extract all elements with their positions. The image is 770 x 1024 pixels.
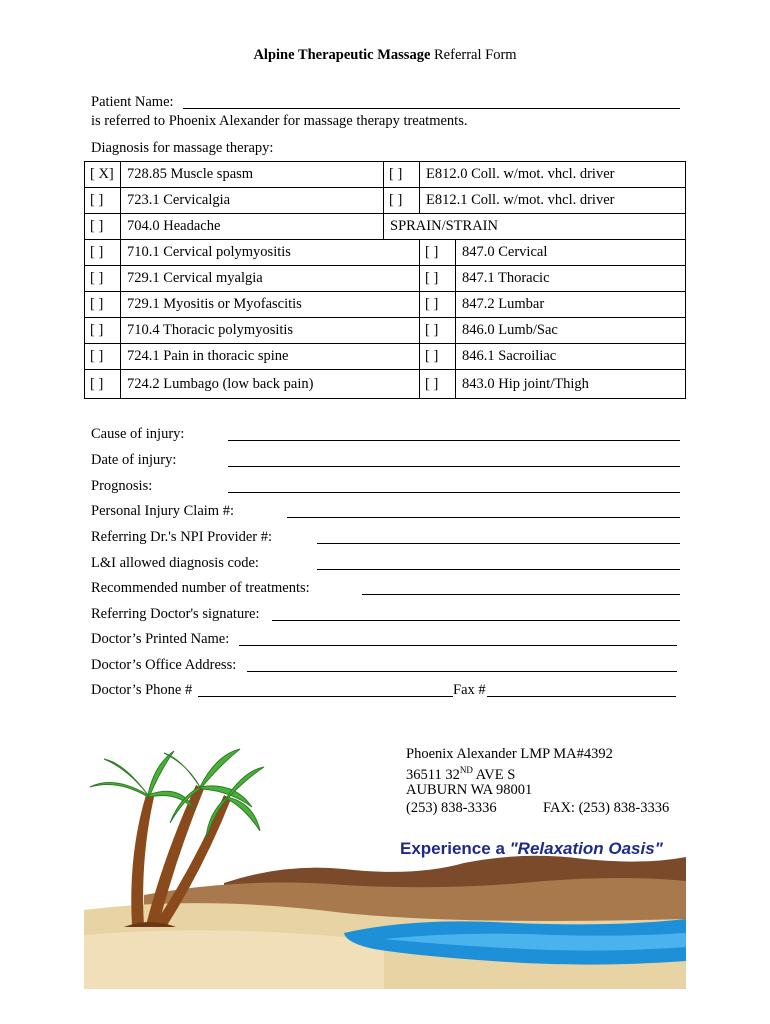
diagnosis-label: 704.0 Headache	[121, 214, 384, 240]
oasis-illustration	[84, 735, 686, 989]
cause-field[interactable]	[228, 439, 680, 441]
cause-label: Cause of injury:	[91, 426, 185, 442]
checkbox[interactable]: [ X]	[85, 162, 121, 188]
checkbox[interactable]: [ ]	[384, 162, 420, 188]
contact-fax: FAX: (253) 838-3336	[543, 800, 670, 816]
diagnosis-label: 846.1 Sacroiliac	[456, 344, 686, 370]
checkbox[interactable]: [ ]	[85, 266, 121, 292]
patient-name-row	[91, 94, 174, 111]
table-row	[85, 292, 686, 318]
tagline-prefix: Experience a	[400, 839, 510, 858]
diagnosis-label: 847.2 Lumbar	[456, 292, 686, 318]
checkbox[interactable]: [ ]	[85, 188, 121, 214]
checkbox[interactable]: [ ]	[420, 370, 456, 399]
street-number: 36511 32	[406, 766, 460, 783]
table-row	[85, 344, 686, 370]
printed-name-field[interactable]	[239, 644, 677, 646]
claim-field[interactable]	[287, 516, 680, 518]
phone-label: Doctor’s Phone #	[91, 682, 193, 698]
tagline-quoted: "Relaxation Oasis"	[509, 839, 663, 858]
office-address-field[interactable]	[247, 670, 677, 672]
table-row	[85, 318, 686, 344]
treatments-label: Recommended number of treatments:	[91, 580, 310, 596]
checkbox[interactable]: [ ]	[384, 188, 420, 214]
signature-field[interactable]	[272, 619, 680, 621]
diagnosis-label: 728.85 Muscle spasm	[121, 162, 384, 188]
diagnosis-label: 847.1 Thoracic	[456, 266, 686, 292]
diagnosis-heading: Diagnosis for massage therapy:	[91, 140, 274, 156]
fax-field[interactable]	[487, 695, 676, 697]
checkbox[interactable]: [ ]	[420, 292, 456, 318]
contact-city: AUBURN WA 98001	[406, 782, 533, 798]
fax-label: Fax #	[453, 682, 486, 698]
diagnosis-label: 847.0 Cervical	[456, 240, 686, 266]
tagline	[400, 839, 663, 859]
diagnosis-label: E812.1 Coll. w/mot. vhcl. driver	[420, 188, 686, 214]
date-label: Date of injury:	[91, 452, 177, 468]
checkbox[interactable]: [ ]	[420, 344, 456, 370]
li-label: L&I allowed diagnosis code:	[91, 555, 259, 571]
checkbox[interactable]: [ ]	[85, 292, 121, 318]
form-title-rest: Referral Form	[430, 47, 517, 63]
checkbox[interactable]: [ ]	[420, 240, 456, 266]
diagnosis-label: 846.0 Lumb/Sac	[456, 318, 686, 344]
diagnosis-label: 710.4 Thoracic polymyositis	[121, 318, 420, 344]
li-field[interactable]	[317, 568, 680, 570]
form-title	[0, 47, 770, 64]
prognosis-field[interactable]	[228, 491, 680, 493]
brand-name: Alpine Therapeutic Massage	[253, 47, 431, 63]
diagnosis-label: 724.1 Pain in thoracic spine	[121, 344, 420, 370]
checkbox[interactable]: [ ]	[85, 214, 121, 240]
patient-name-field[interactable]	[183, 107, 680, 109]
referred-text: is referred to Phoenix Alexander for massage therapy treatments.	[91, 113, 468, 129]
npi-field[interactable]	[317, 542, 680, 544]
table-row	[85, 370, 686, 399]
office-address-label: Doctor’s Office Address:	[91, 657, 237, 673]
table-row	[85, 240, 686, 266]
checkbox[interactable]: [ ]	[85, 370, 121, 399]
treatments-field[interactable]	[362, 593, 680, 595]
contact-name: Phoenix Alexander LMP MA#4392	[406, 746, 613, 762]
contact-phone: (253) 838-3336	[406, 800, 497, 816]
diagnosis-label: 724.2 Lumbago (low back pain)	[121, 370, 420, 399]
diagnosis-label: 729.1 Myositis or Myofascitis	[121, 292, 420, 318]
checkbox[interactable]: [ ]	[85, 344, 121, 370]
checkbox[interactable]: [ ]	[420, 266, 456, 292]
printed-name-label: Doctor’s Printed Name:	[91, 631, 230, 647]
diagnosis-label: 843.0 Hip joint/Thigh	[456, 370, 686, 399]
table-row	[85, 266, 686, 292]
contact-street	[406, 765, 515, 784]
diagnosis-label: 729.1 Cervical myalgia	[121, 266, 420, 292]
diagnosis-table	[84, 161, 686, 399]
diagnosis-label: 723.1 Cervicalgia	[121, 188, 384, 214]
claim-label: Personal Injury Claim #:	[91, 503, 234, 519]
prognosis-label: Prognosis:	[91, 478, 153, 494]
table-row	[85, 162, 686, 188]
patient-name-label: Patient Name:	[91, 94, 174, 110]
table-row	[85, 214, 686, 240]
npi-label: Referring Dr.'s NPI Provider #:	[91, 529, 273, 545]
phone-field[interactable]	[198, 695, 453, 697]
table-row	[85, 188, 686, 214]
street-rest: AVE S	[472, 766, 516, 783]
street-suffix: ND	[459, 765, 473, 775]
checkbox[interactable]: [ ]	[85, 240, 121, 266]
signature-label: Referring Doctor's signature:	[91, 606, 260, 622]
date-field[interactable]	[228, 465, 680, 467]
diagnosis-label: 710.1 Cervical polymyositis	[121, 240, 420, 266]
diagnosis-label: E812.0 Coll. w/mot. vhcl. driver	[420, 162, 686, 188]
checkbox[interactable]: [ ]	[420, 318, 456, 344]
sprain-strain-heading: SPRAIN/STRAIN	[384, 214, 686, 240]
checkbox[interactable]: [ ]	[85, 318, 121, 344]
